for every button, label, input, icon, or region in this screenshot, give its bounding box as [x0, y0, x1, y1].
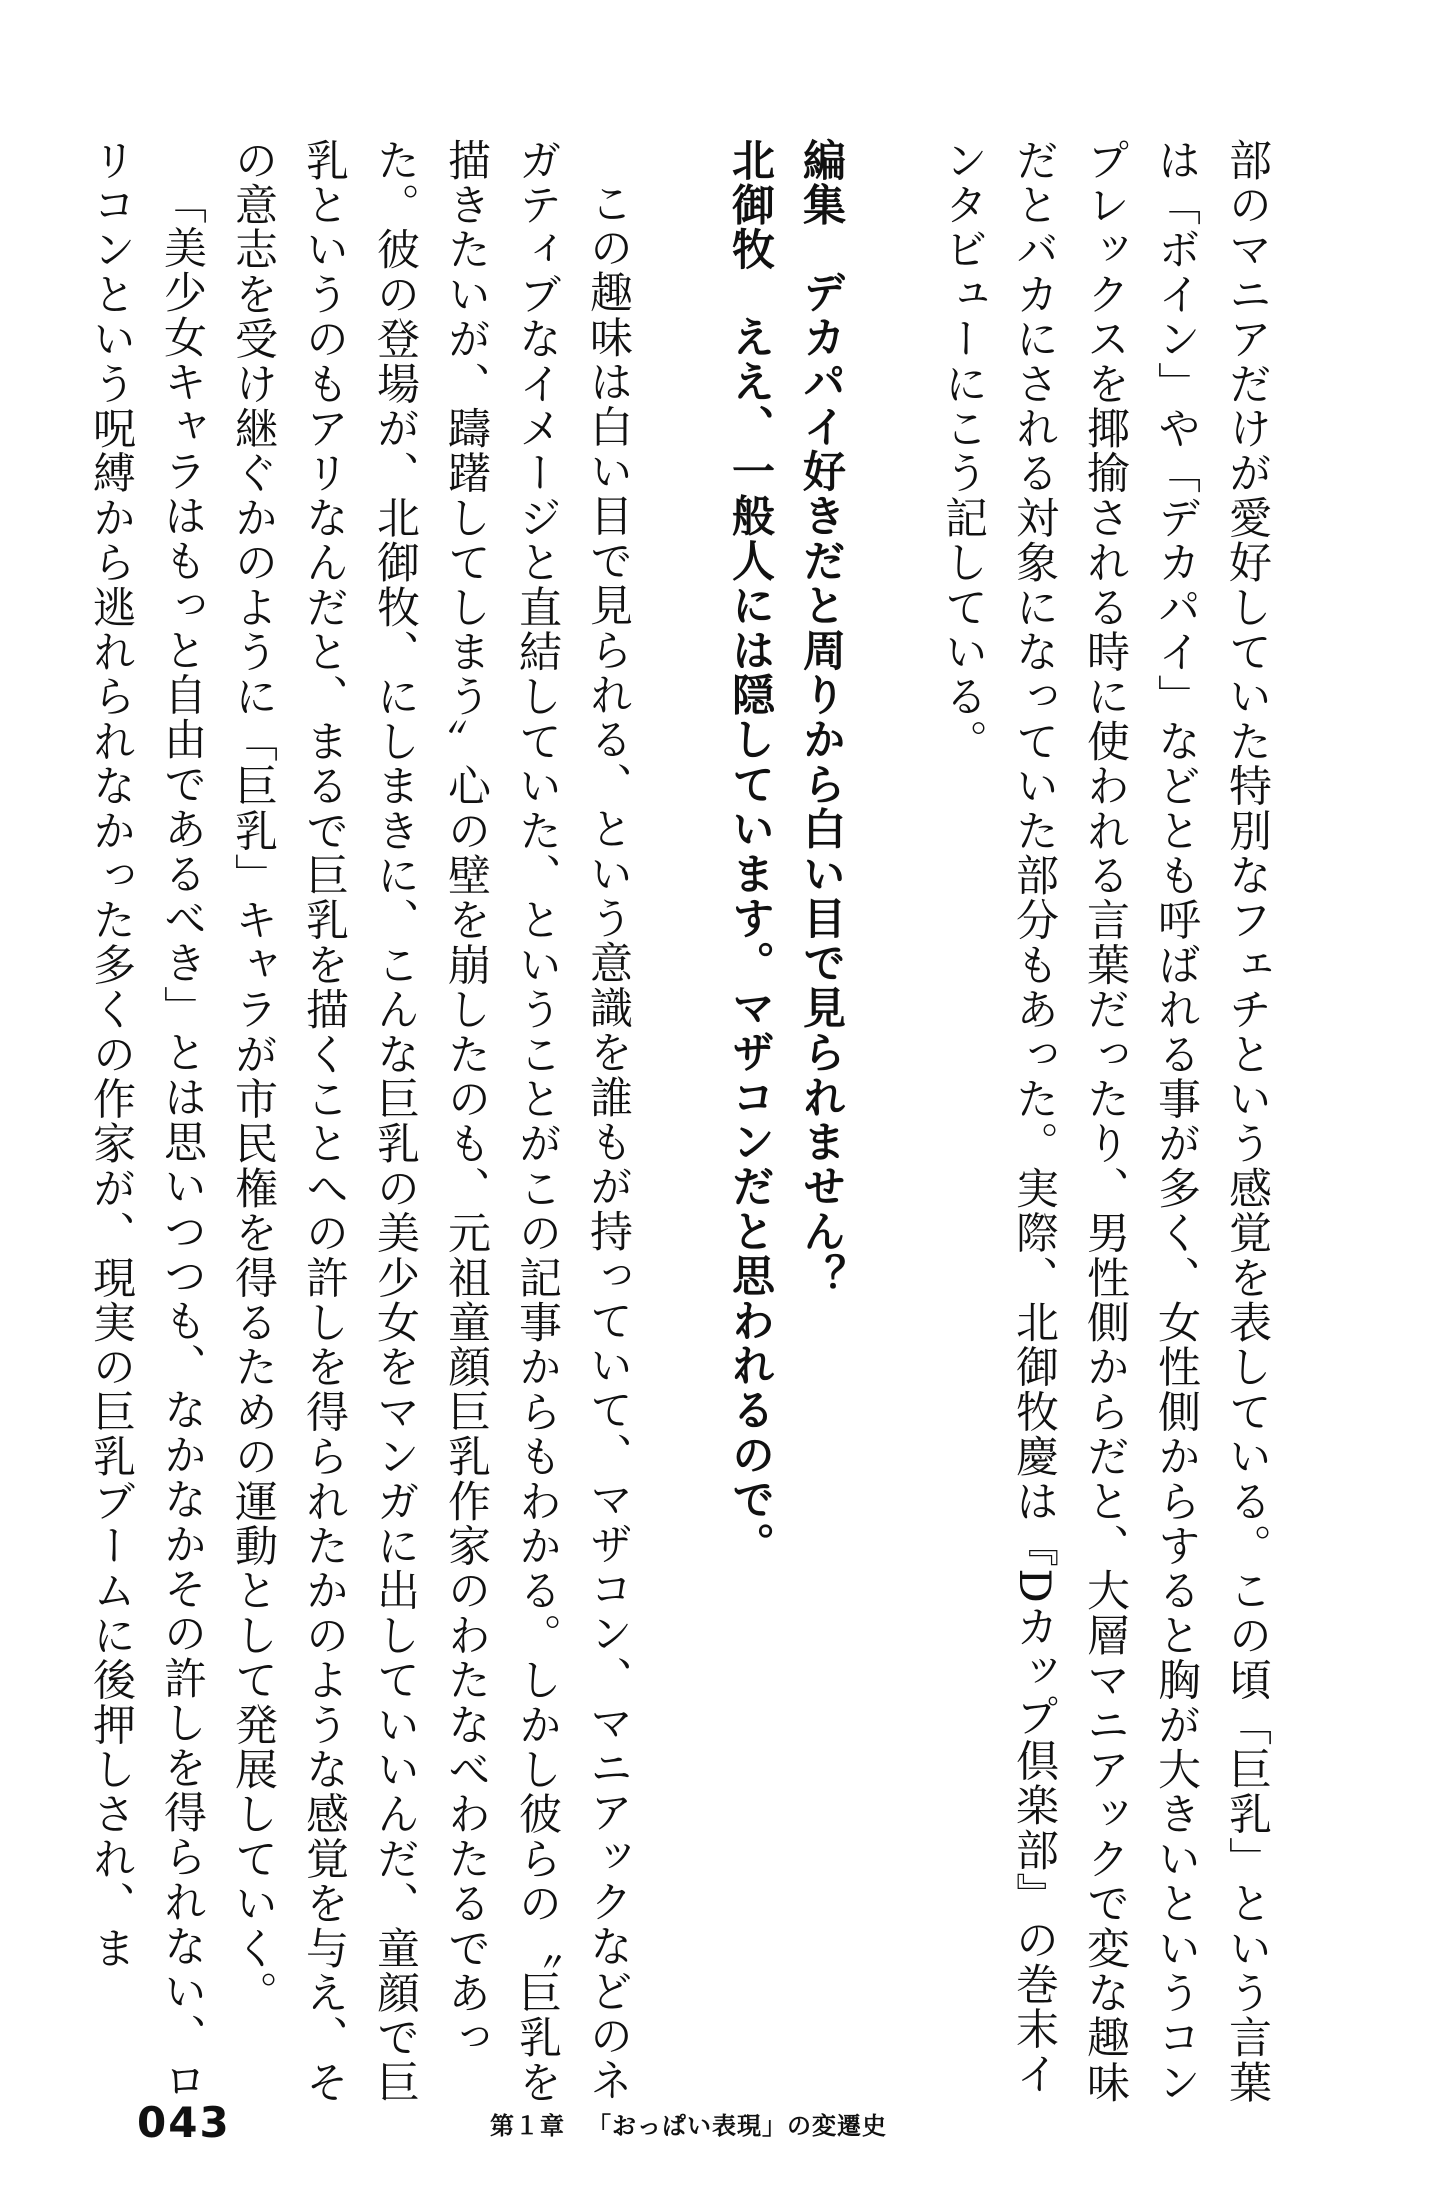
dialogue-text-author: ええ、一般人には隠しています。マザコンだと思われるので。 [725, 315, 775, 1567]
quote-line: 〝巨乳を描きたいが、躊躇してしまう〞心の壁を崩したのも、元祖童顔巨乳作家の [441, 138, 562, 2105]
running-footer [490, 2106, 909, 2141]
page-number: 043 [137, 2098, 231, 2147]
speaker-gap [745, 272, 755, 315]
paragraph-main [217, 138, 643, 2123]
dialogue-text-editor: デカパイ好きだと周りから白い目で見られません？ [796, 270, 846, 1299]
paragraph-intro: 部のマニアだけが愛好していた特別なフェチという感覚を表している。この頃「巨乳」という言葉は「ボイン」や「デカパイ」などとも呼ばれる事が多く、女性側からすると胸が大きいというコンプレックスを揶揄される時に使われる言葉だったり、男性側からだと、大層マニアックで変な趣味だとバカにされる対象になっていた部分もあった。実際、北御牧慶は『Dカップ倶楽部』の巻末インタビューにこう記している。 [938, 138, 1272, 2105]
dialogue-line-author [714, 138, 785, 2123]
speaker-label-editor: 編集 [796, 138, 846, 228]
dialogue-line-editor [785, 138, 856, 2123]
paragraph-spacer [643, 138, 714, 148]
paragraph-spacer [856, 138, 927, 148]
chapter-number: 第１章 [490, 2112, 565, 2140]
speaker-label-author: 北御牧 [725, 138, 775, 273]
chapter-title: 「おっぱい表現」の変遷史 [587, 2112, 887, 2140]
paragraph-closing: 「美少女キャラはもっと自由であるべき」とは思いつつも、なかなかその許しを得られない、ロリコンという呪縛から逃れられなかった多くの作家が、現実の巨乳ブームに後押しされ、ま [86, 138, 207, 2104]
paragraph-main-part-b: わたなべわたるであった。彼の登場が、北御牧、にしまきに、こんな巨乳の美少女をマンガに出していいんだ、童顔で巨乳というのもアリなんだと、まるで巨乳を描くことへの許しを得られたかのような感覚を与え、その意志を受け継ぐかのように「巨乳」キャラが市民権を得るための運動として発展していく。 [228, 138, 491, 2105]
paragraph-main-part-a: この趣味は白い目で見られる、という意識を誰もが持っていて、マザコン、マニアックなどのネガティブなイメージと直結していた、ということがこの記事からもわかる。しかし彼らの [512, 138, 633, 2104]
speaker-gap [816, 227, 826, 270]
